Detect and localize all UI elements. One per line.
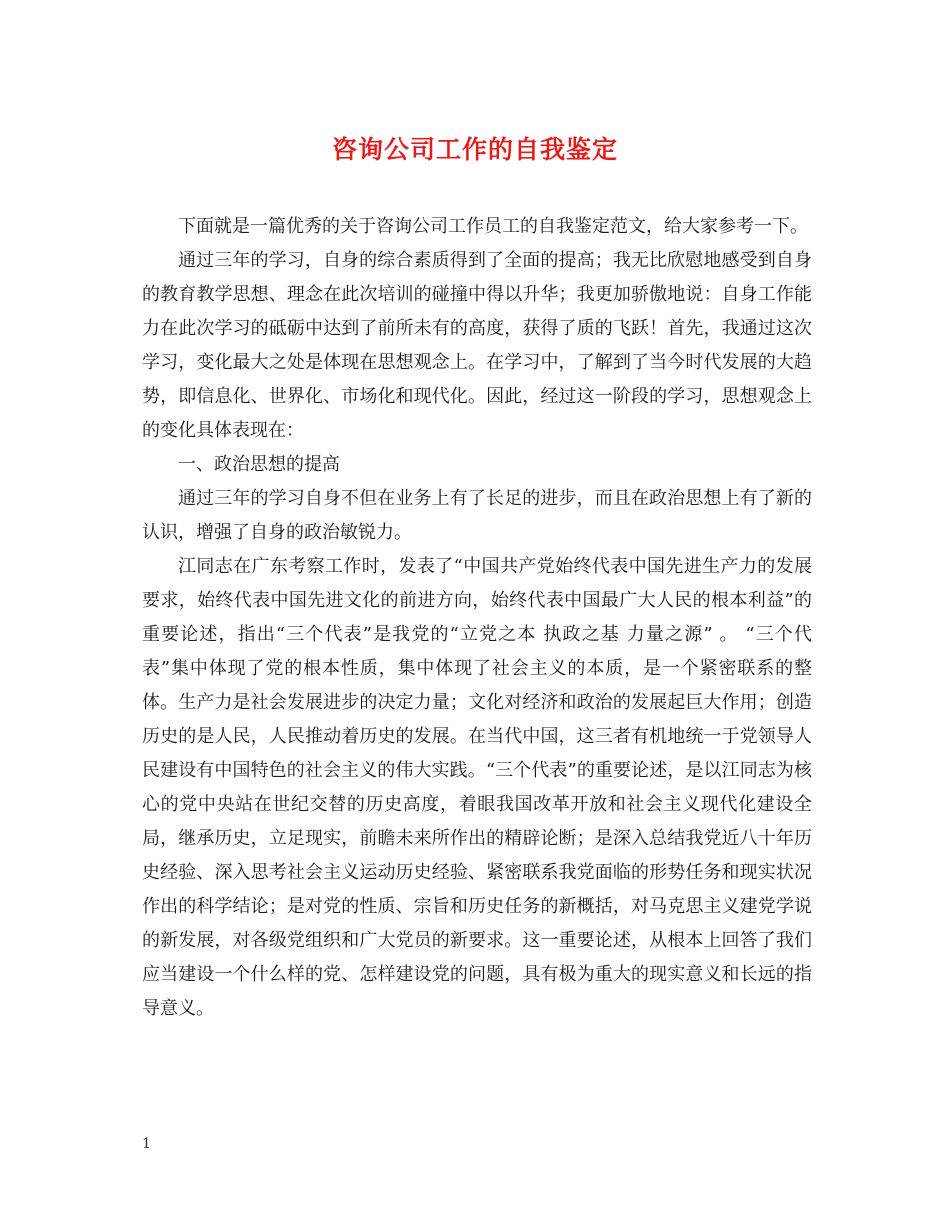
page-number: 1 — [142, 1136, 151, 1152]
paragraph-intro: 下面就是一篇优秀的关于咨询公司工作员工的自我鉴定范文，给大家参考一下。 — [178, 216, 808, 237]
page-title: 咨询公司工作的自我鉴定 — [331, 135, 618, 164]
paragraph-politics: 通过三年的学习自身不但在业务上有了长足的进步，而且在政治思想上有了新的认识，增强了自身的政治敏锐力。 — [142, 488, 812, 543]
document-body — [142, 210, 812, 1026]
paragraph-learning: 通过三年的学习，自身的综合素质得到了全面的提高；我无比欣慰地感受到自身的教育教学思想、理念在此次培训的碰撞中得以升华；我更加骄傲地说：自身工作能力在此次学习的砥砺中达到了前所未有的高度，获得了质的飞跃！首先，我通过这次学习，变化最大之处是体现在思想观念上。在学习中，了解到了当今时代发展的大趋势，即信息化、世界化、市场化和现代化。因此，经过这一阶段的学习，思想观念上的变化具体表现在： — [142, 250, 812, 441]
paragraph-three-represents: 江同志在广东考察工作时，发表了“中国共产党始终代表中国先进生产力的发展要求，始终代表中国先进文化的前进方向，始终代表中国最广大人民的根本利益”的重要论述，指出“三个代表”是我党的“立党之本 执政之基 力量之源” 。 “三个代表”集中体现了党的根本性质，集中体现了社会主义的本质，是一个紧密联系的整体。生产力是社会发展进步的决定力量；文化对经济和政治的发展起巨大作用；创造历史的是人民，人民推动着历史的发展。在当代中国，这三者有机地统一于党领导人民建设有中国特色的社会主义的伟大实践。“三个代表”的重要论述，是以江同志为核心的党中央站在世纪交替的历史高度，着眼我国改革开放和社会主义现代化建设全局，继承历史，立足现实，前瞻未来所作出的精辟论断；是深入总结我党近八十年历史经验、深入思考社会主义运动历史经验、紧密联系我党面临的形势任务和现实状况作出的科学结论；是对党的性质、宗旨和历史任务的新概括，对马克思主义建党学说的新发展，对各级党组织和广大党员的新要求。这一重要论述，从根本上回答了我们应当建设一个什么样的党、怎样建设党的问题，具有极为重大的现实意义和长远的指导意义。 — [142, 556, 812, 1019]
section-heading: 一、政治思想的提高 — [178, 454, 340, 475]
